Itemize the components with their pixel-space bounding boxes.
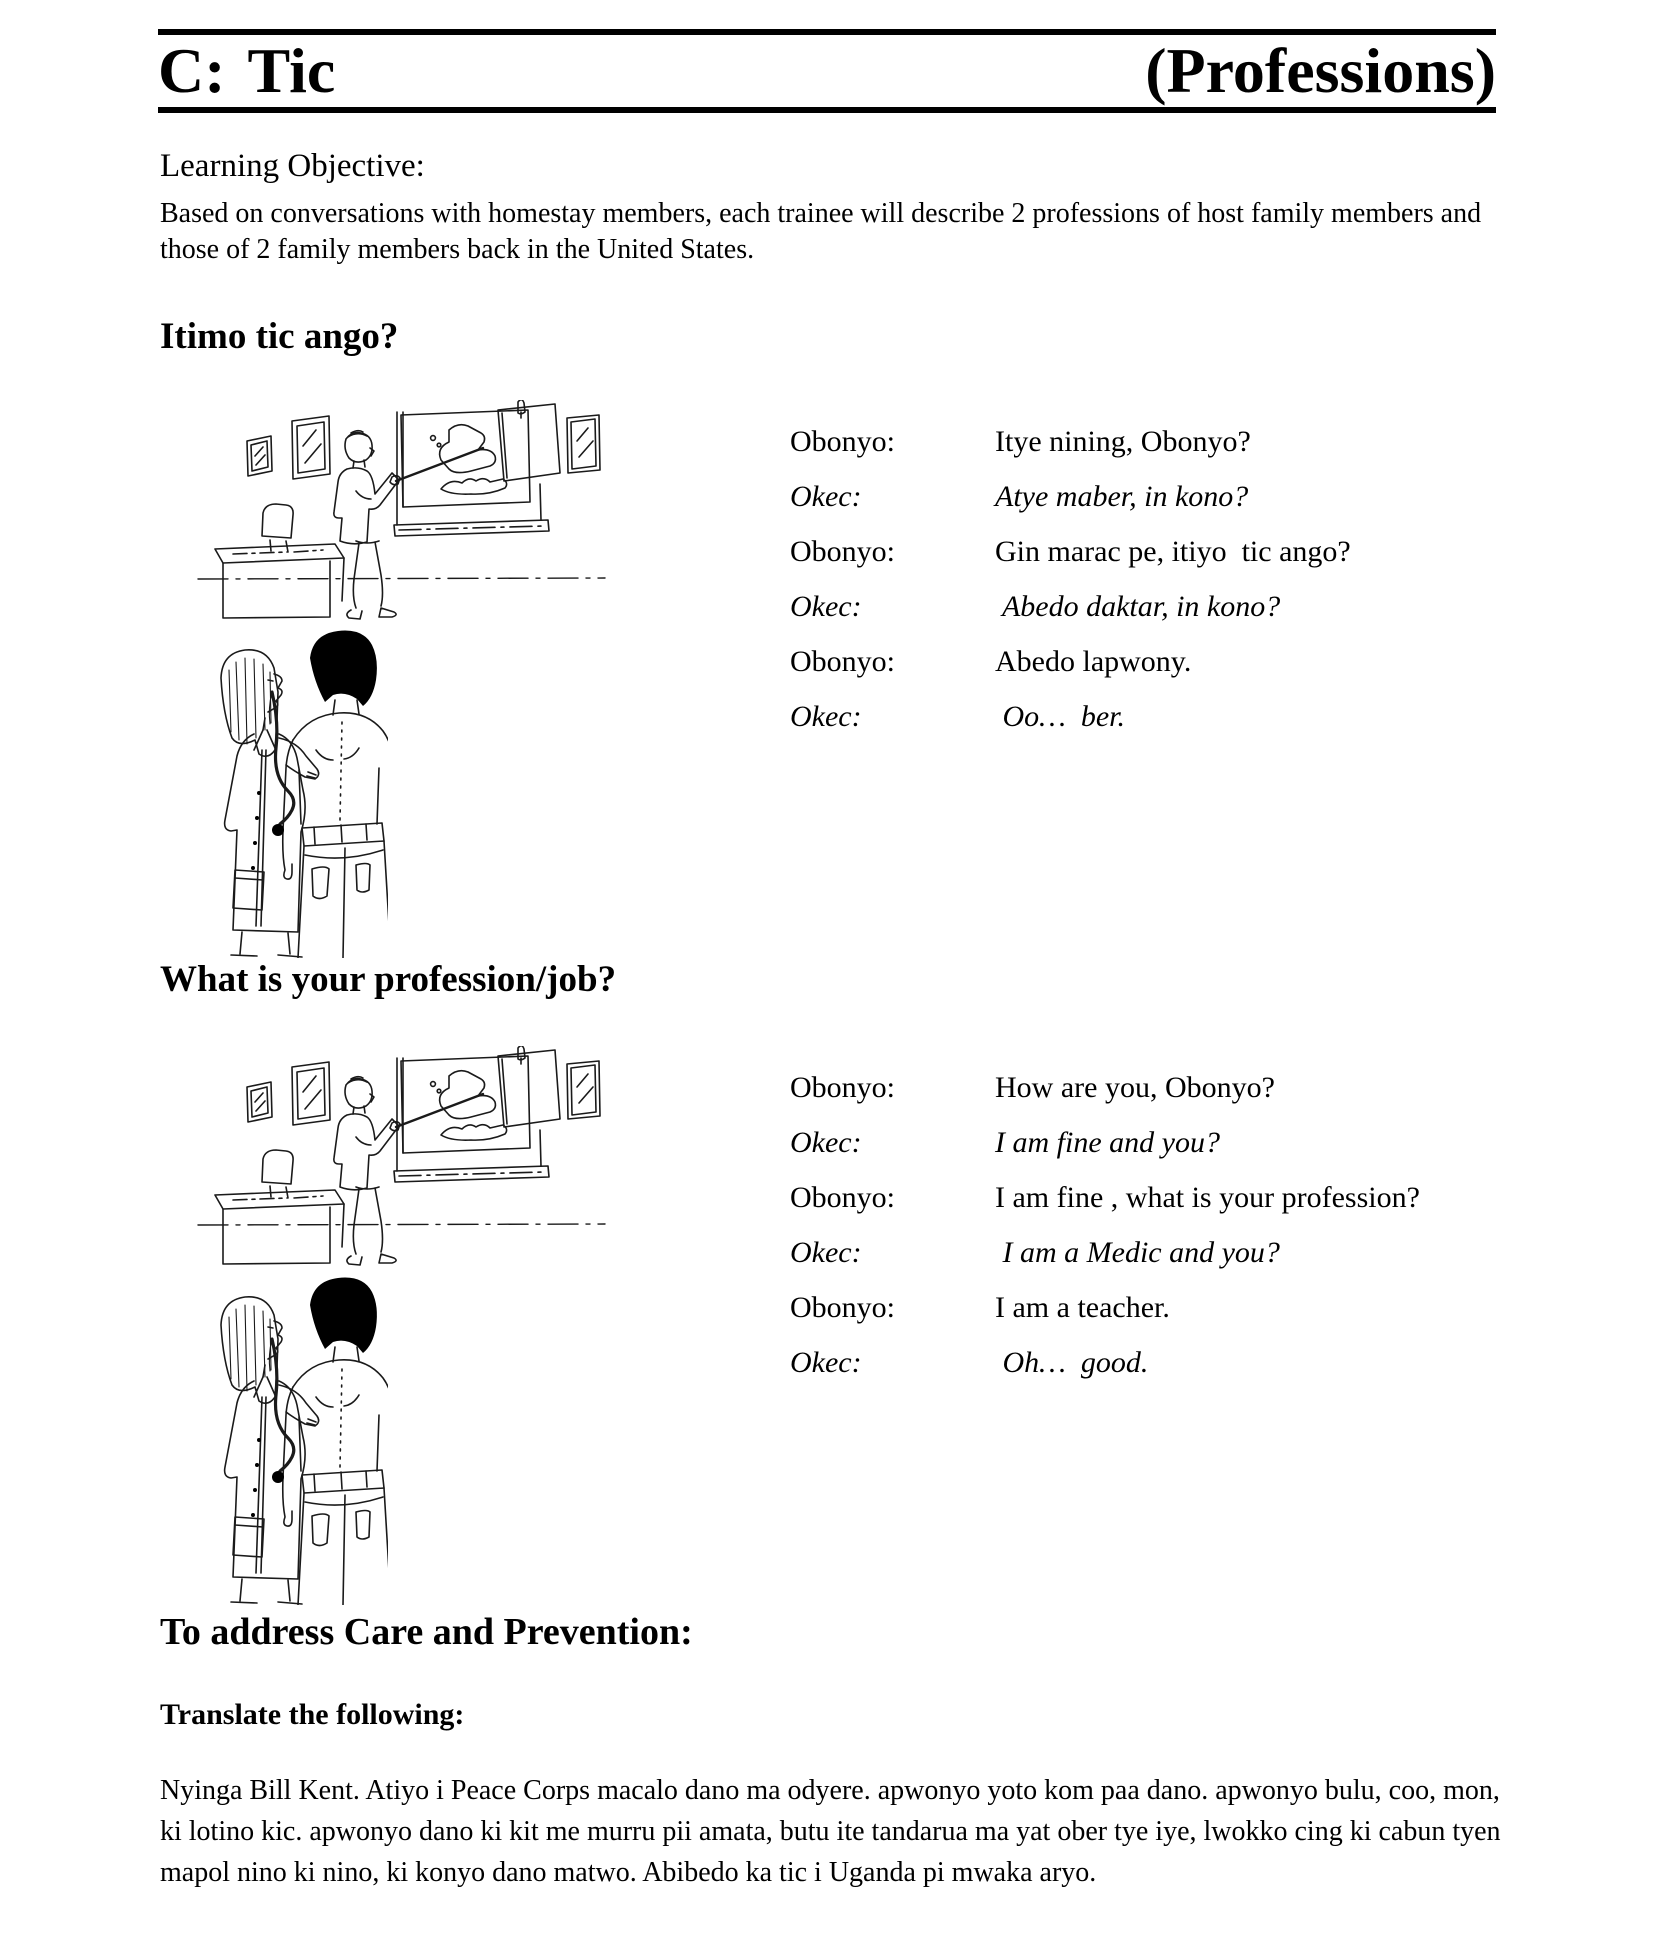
speaker-name: Okec: (790, 1235, 862, 1269)
dialogue-row (790, 1170, 1520, 1225)
section-heading-english: What is your profession/job? (160, 959, 617, 1000)
doctor-patient-illustration (198, 628, 388, 958)
speaker-name: Obonyo: (790, 644, 895, 678)
title-underline-rule (158, 107, 1496, 113)
dialogue-english (790, 1060, 1520, 1390)
classroom-illustration (195, 400, 610, 620)
dialogue-row (790, 579, 1520, 634)
utterance-text: Gin marac pe, itiyo tic ango? (995, 534, 1351, 568)
dialogue-row (790, 1335, 1520, 1390)
dialogue-row (790, 414, 1520, 469)
speaker-name: Okec: (790, 479, 862, 513)
learning-objective-text: Based on conversations with homestay members, each trainee will describe 2 professions of host family members and those of 2 family members back in the United States. (160, 198, 1482, 265)
dialogue-row (790, 634, 1520, 689)
dialogue-row (790, 524, 1520, 579)
page-title (158, 34, 1496, 108)
utterance-text: Oh… good. (995, 1345, 1149, 1379)
speaker-name: Obonyo: (790, 534, 895, 568)
speaker-name: Okec: (790, 1125, 862, 1159)
utterance-text: How are you, Obonyo? (995, 1070, 1275, 1104)
speaker-name: Okec: (790, 589, 862, 623)
dialogue-row (790, 469, 1520, 524)
utterance-text: I am fine and you? (995, 1125, 1220, 1159)
speaker-name: Okec: (790, 1345, 862, 1379)
speaker-name: Okec: (790, 699, 862, 733)
dialogue-row (790, 1225, 1520, 1280)
utterance-text: Abedo daktar, in kono? (995, 589, 1281, 623)
utterance-text: I am fine , what is your profession? (995, 1180, 1420, 1214)
dialogue-acholi (790, 414, 1520, 744)
dialogue-row (790, 1060, 1520, 1115)
title-main: Tic (247, 35, 336, 106)
doctor-patient-illustration (198, 1275, 388, 1605)
utterance-text: Itye nining, Obonyo? (995, 424, 1251, 458)
section-heading-acholi: Itimo tic ango? (160, 316, 399, 357)
title-professions: (Professions) (1145, 35, 1496, 106)
care-prevention-heading: To address Care and Prevention: (160, 1611, 693, 1653)
utterance-text: I am a teacher. (995, 1290, 1170, 1324)
utterance-text: Abedo lapwony. (995, 644, 1192, 678)
dialogue-row (790, 1280, 1520, 1335)
dialogue-row (790, 689, 1520, 744)
speaker-name: Obonyo: (790, 424, 895, 458)
title-prefix: C: (158, 35, 226, 106)
translate-heading: Translate the following: (160, 1698, 465, 1731)
speaker-name: Obonyo: (790, 1290, 895, 1324)
speaker-name: Obonyo: (790, 1180, 895, 1214)
learning-objective-heading: Learning Objective: (160, 148, 425, 184)
utterance-text: Oo… ber. (995, 699, 1126, 733)
utterance-text: I am a Medic and you? (995, 1235, 1280, 1269)
translate-paragraph: Nyinga Bill Kent. Atiyo i Peace Corps macalo dano ma odyere. apwonyo yoto kom paa dano. apwonyo bulu, coo, mon, ki lotino kic. apwonyo dano ki kit me murru pii amata, butu ite tandarua ma yat ober tye iye, lwokko cing ki cabun tyen mapol nino ki nino, ki konyo dano matwo. Abibedo ka tic i Uganda pi mwaka aryo. (160, 1775, 1508, 1888)
speaker-name: Obonyo: (790, 1070, 895, 1104)
dialogue-row (790, 1115, 1520, 1170)
utterance-text: Atye maber, in kono? (995, 479, 1249, 513)
classroom-illustration (195, 1046, 610, 1266)
